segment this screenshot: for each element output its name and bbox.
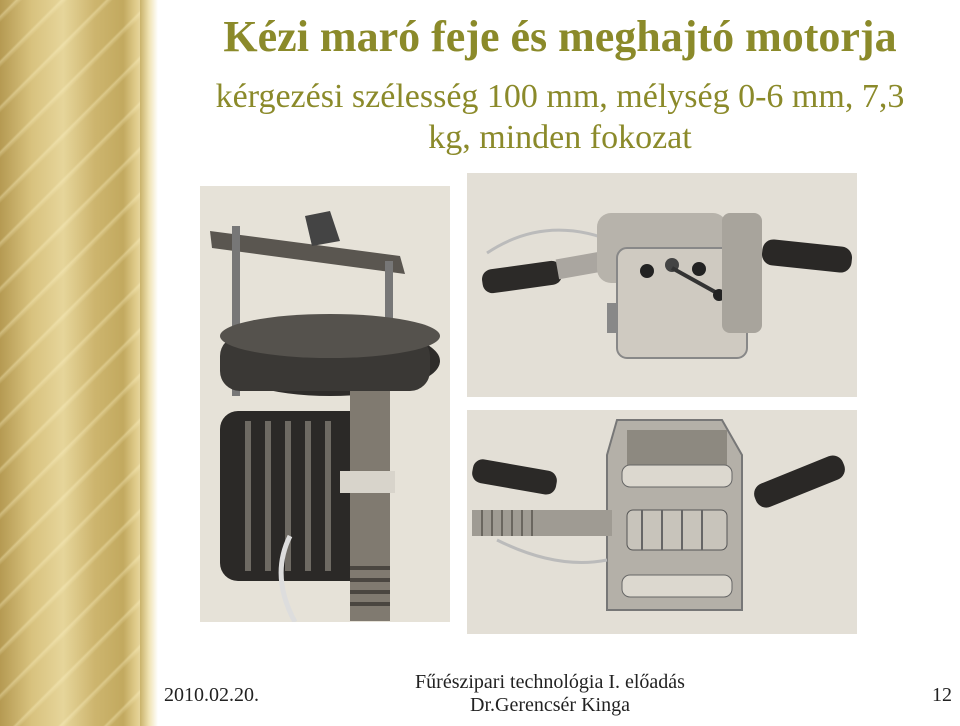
- footer-center: [400, 671, 700, 717]
- motor-photo: [200, 186, 450, 622]
- subtitle-line-2: kg, minden fokozat: [428, 119, 692, 157]
- footer-date: 2010.02.20.: [164, 684, 259, 706]
- slide-subtitle: [160, 76, 960, 159]
- slide-title: Kézi maró feje és meghajtó motorja: [223, 12, 897, 61]
- subtitle-line-1: kérgezési szélesség 100 mm, mélység 0-6 mm, 7,3: [215, 78, 905, 115]
- footer-course: Fűrészipari technológia I. előadás: [415, 671, 685, 693]
- footer-author: Dr.Gerencsér Kinga: [470, 694, 630, 716]
- page-number: 12: [932, 684, 952, 706]
- cutter-head-open-photo: [467, 410, 857, 634]
- cutter-head-top-photo: [467, 173, 857, 397]
- decorative-sidebar: [0, 0, 158, 726]
- sidebar-edge: [140, 0, 158, 726]
